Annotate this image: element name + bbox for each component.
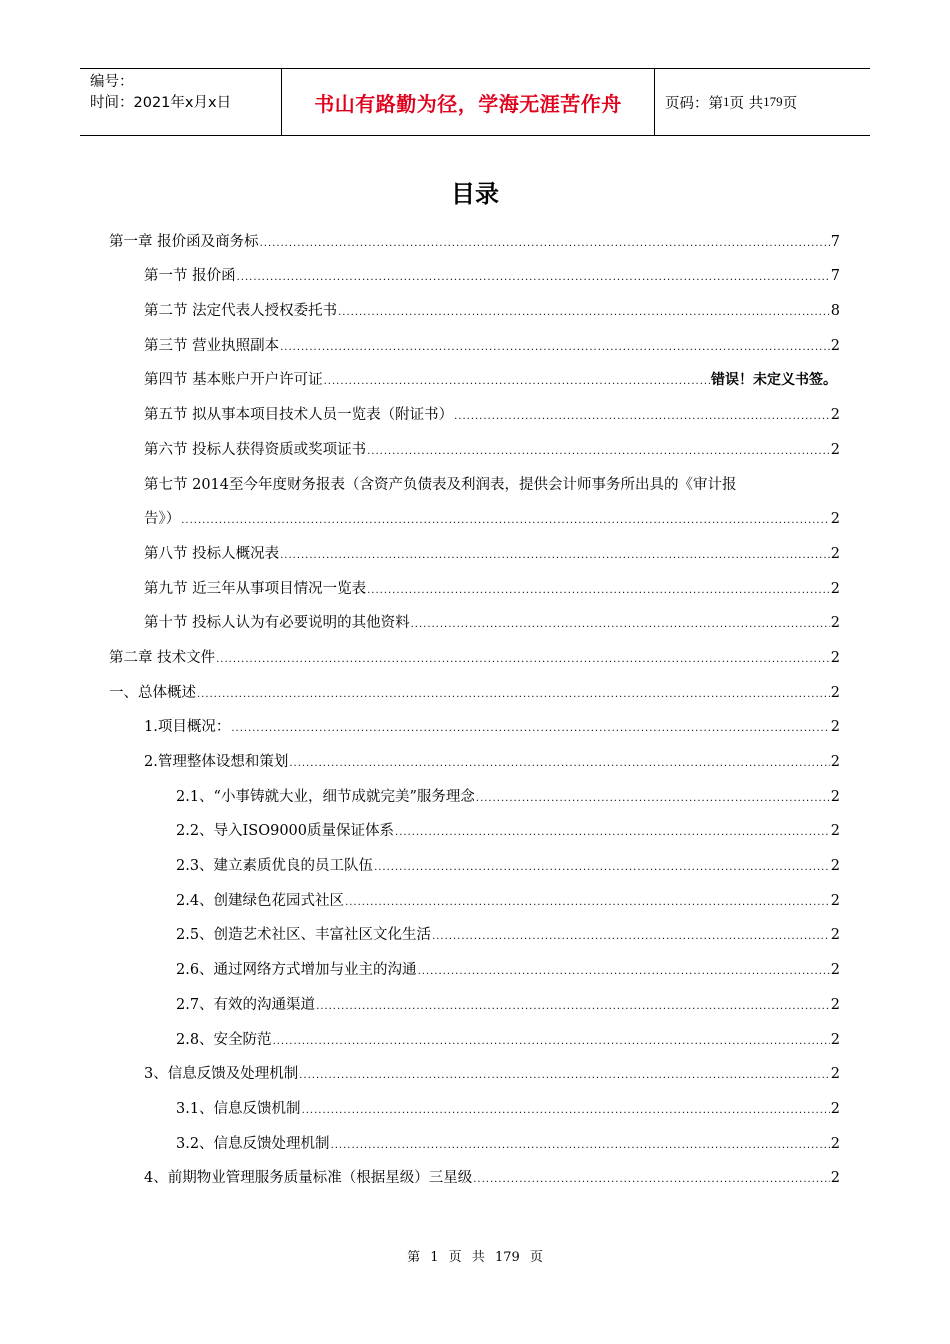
toc-leader [345, 895, 830, 911]
toc-leader [324, 374, 710, 390]
toc-entry-text: 2.1、“小事铸就大业，细节成就完美”服务理念 [176, 788, 475, 805]
footer-page-number: 1 [430, 1250, 439, 1265]
toc-entry-page: 2 [830, 823, 840, 840]
toc-leader [181, 513, 830, 529]
page-footer [0, 1246, 950, 1265]
toc-entry[interactable] [0, 1088, 950, 1123]
toc-entry[interactable] [0, 880, 950, 915]
toc-entry-page: 8 [830, 303, 840, 320]
page-mid: 页 共 [729, 95, 764, 112]
toc-leader [374, 860, 830, 876]
toc-entry-page: 2 [830, 892, 840, 909]
toc-entry[interactable] [0, 637, 950, 672]
toc-entry[interactable] [0, 221, 950, 256]
toc-leader [418, 964, 830, 980]
page-prefix: 页码：第 [665, 95, 723, 112]
toc-entry[interactable] [0, 429, 950, 464]
toc-entry-text: 第三节 营业执照副本 [144, 337, 280, 354]
footer-page-total: 179 [494, 1250, 520, 1265]
toc-leader [316, 999, 830, 1015]
toc-leader [367, 583, 830, 599]
toc-entry[interactable] [0, 915, 950, 950]
toc-leader [299, 1068, 830, 1084]
toc-entry-text: 3.1、信息反馈机制 [176, 1100, 301, 1117]
toc-leader [302, 1103, 830, 1119]
toc-leader [367, 444, 830, 460]
toc-entry[interactable] [0, 707, 950, 742]
toc-entry[interactable] [0, 360, 950, 395]
toc-leader [260, 236, 830, 252]
toc-entry-text: 第六节 投标人获得资质或奖项证书 [144, 441, 367, 458]
toc-entry[interactable] [0, 776, 950, 811]
toc-leader [331, 1138, 830, 1154]
toc-entry-text: 第五节 拟从事本项目技术人员一览表（附证书） [144, 407, 454, 424]
toc-leader [216, 652, 830, 668]
toc-leader [280, 340, 830, 356]
toc-entry-page: 2 [830, 996, 840, 1013]
toc-entry-page: 2 [830, 580, 840, 597]
toc-entry[interactable] [0, 325, 950, 360]
toc-leader [280, 548, 830, 564]
toc-entry[interactable] [0, 1158, 950, 1193]
toc-leader [432, 929, 830, 945]
toc-leader [395, 825, 830, 841]
toc-entry-text: 2.8、安全防范 [176, 1031, 272, 1048]
toc-entry-page: 7 [830, 233, 840, 250]
time-label: 时间：2021年x月x日 [90, 95, 232, 111]
toc-entry-text: 第一章 报价函及商务标 [109, 233, 259, 250]
toc-entry-text: 2.7、有效的沟通渠道 [176, 996, 316, 1013]
toc-entry-text: 3.2、信息反馈处理机制 [176, 1135, 330, 1152]
toc-entry-page: 2 [830, 511, 840, 528]
page-total: 179 [763, 94, 783, 109]
header-motto: 书山有路勤为径，学海无涯苦作舟 [282, 69, 655, 135]
toc-entry[interactable] [0, 1019, 950, 1054]
footer-mid: 页 共 [448, 1250, 485, 1265]
document-header [80, 68, 870, 136]
toc-entry-text: 第一节 报价函 [144, 268, 236, 285]
toc-leader [454, 409, 830, 425]
toc-entry-text: 告》） [144, 511, 181, 528]
toc-entry-page: 2 [830, 1100, 840, 1117]
toc-leader [231, 721, 829, 737]
header-page-info [655, 69, 870, 135]
toc-entry-page: 2 [830, 788, 840, 805]
toc-entry-page: 7 [830, 268, 840, 285]
number-label: 编号： [90, 74, 134, 90]
page-number: 1 [723, 94, 730, 109]
toc-entry-page: 2 [830, 337, 840, 354]
toc-entry-error: 错误！未定义书签。 [711, 372, 837, 389]
toc-entry[interactable] [0, 741, 950, 776]
toc-leader [473, 1172, 830, 1188]
toc-entry-text: 第二节 法定代表人授权委托书 [144, 303, 338, 320]
toc-entry[interactable] [0, 845, 950, 880]
toc-entry-page: 2 [830, 962, 840, 979]
toc-entry-page: 2 [830, 1066, 840, 1083]
toc-entry[interactable] [0, 984, 950, 1019]
toc-entry[interactable] [0, 256, 950, 291]
toc-entry-text: 3、信息反馈及处理机制 [144, 1066, 299, 1083]
table-of-contents [0, 221, 950, 1192]
toc-entry[interactable] [0, 672, 950, 707]
toc-entry-wrapped-line[interactable] [0, 464, 950, 499]
toc-leader [476, 791, 830, 807]
toc-entry-text: 第二章 技术文件 [109, 649, 216, 666]
toc-entry-text: 第九节 近三年从事项目情况一览表 [144, 580, 367, 597]
toc-entry-text: 2.4、创建绿色花园式社区 [176, 892, 345, 909]
footer-suffix: 页 [529, 1250, 543, 1265]
toc-entry-text: 2.5、创造艺术社区、丰富社区文化生活 [176, 927, 432, 944]
toc-leader [289, 756, 829, 772]
toc-leader [338, 305, 830, 321]
toc-entry-text: 2.管理整体设想和策划 [144, 754, 289, 770]
toc-entry-page: 2 [830, 684, 840, 701]
page-suffix: 页 [782, 95, 798, 112]
toc-entry-page: 2 [830, 615, 840, 632]
toc-entry-page: 2 [830, 545, 840, 562]
toc-entry-text: 2.6、通过网络方式增加与业主的沟通 [176, 962, 417, 979]
toc-entry[interactable] [0, 1054, 950, 1089]
toc-entry[interactable] [0, 533, 950, 568]
toc-entry-page: 2 [830, 649, 840, 666]
toc-entry[interactable] [0, 949, 950, 984]
toc-entry-text: 4、前期物业管理服务质量标准（根据星级）三星级 [144, 1170, 473, 1187]
toc-entry[interactable] [0, 499, 950, 534]
toc-leader [411, 617, 830, 633]
toc-entry-text: 第四节 基本账户开户许可证 [144, 372, 323, 389]
toc-entry-page: 2 [830, 927, 840, 944]
toc-leader [237, 270, 830, 286]
toc-entry-text: 第十节 投标人认为有必要说明的其他资料 [144, 615, 410, 632]
toc-leader [273, 1034, 830, 1050]
toc-entry[interactable] [0, 603, 950, 638]
page-title: 目录 [451, 180, 499, 208]
toc-entry-page: 2 [830, 441, 840, 458]
header-meta [80, 69, 282, 135]
toc-entry-text: 2.2、导入ISO9000质量保证体系 [176, 823, 395, 840]
toc-leader [197, 687, 830, 703]
toc-entry[interactable] [0, 290, 950, 325]
toc-entry-page: 2 [830, 719, 840, 736]
toc-entry-page: 2 [830, 1135, 840, 1152]
toc-entry[interactable] [0, 568, 950, 603]
toc-entry-page: 2 [830, 1170, 840, 1187]
toc-entry-page: 2 [830, 1031, 840, 1048]
toc-entry[interactable] [0, 811, 950, 846]
toc-entry[interactable] [0, 394, 950, 429]
toc-entry-page: 2 [830, 858, 840, 875]
toc-entry-text: 1.项目概况： [144, 719, 231, 736]
toc-entry-page: 2 [830, 407, 840, 424]
toc-entry-text: 2.3、建立素质优良的员工队伍 [176, 858, 374, 875]
toc-entry[interactable] [0, 1123, 950, 1158]
footer-prefix: 第 [407, 1250, 421, 1265]
toc-entry-page: 2 [830, 754, 840, 770]
toc-entry-text: 第八节 投标人概况表 [144, 545, 280, 562]
toc-entry-text: 一、总体概述 [109, 684, 196, 701]
toc-entry-text: 第七节 2014至今年度财务报表（含资产负债表及利润表，提供会计师事务所出具的《审计报 [144, 476, 737, 493]
